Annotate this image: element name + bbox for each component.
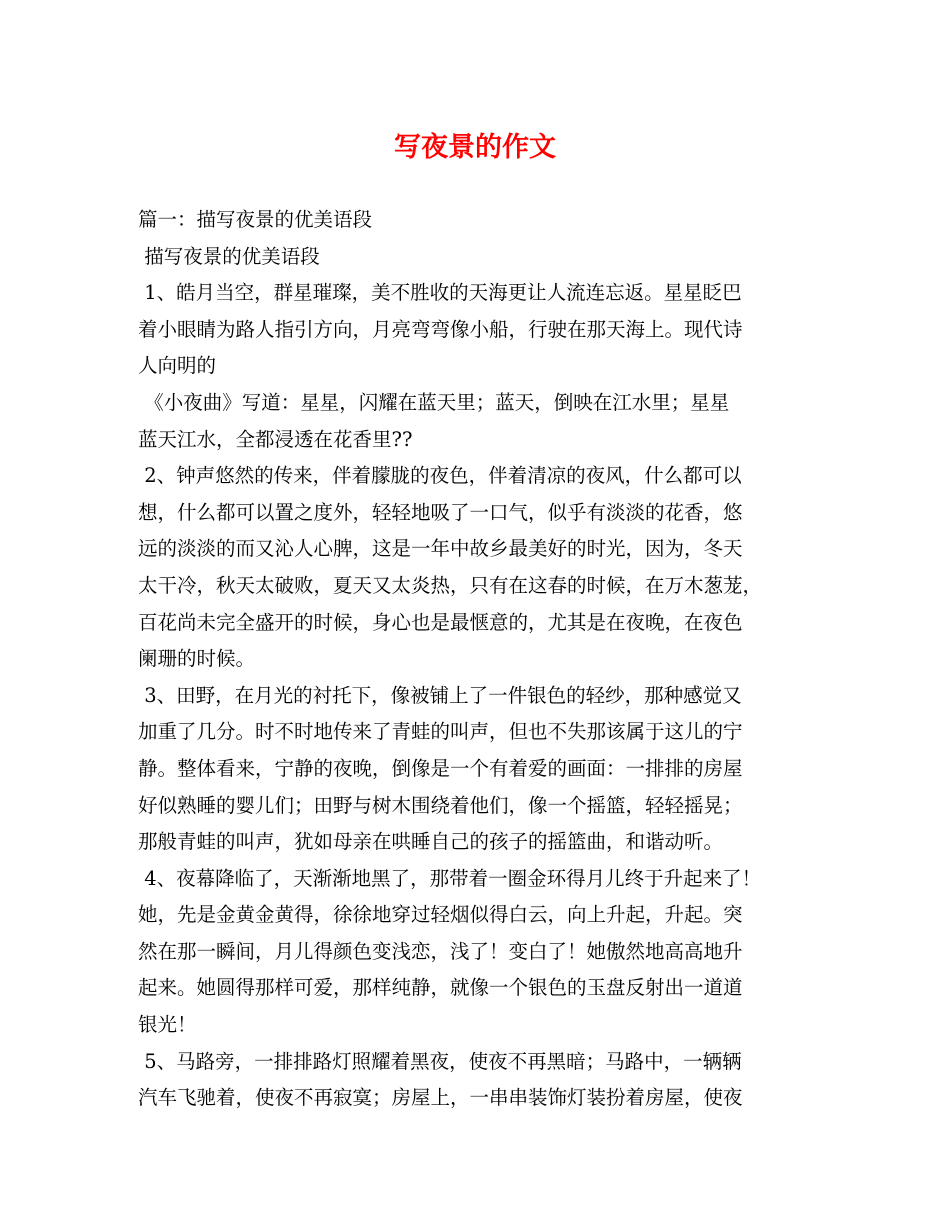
text-line: 阑珊的时候。 bbox=[138, 647, 256, 671]
text-line: 2、钟声悠然的传来，伴着朦胧的夜色，伴着清凉的夜风，什么都可以 bbox=[138, 464, 742, 488]
text-line: 1、皓月当空，群星璀璨，美不胜收的天海更让人流连忘返。星星眨巴 bbox=[138, 281, 742, 305]
text-line: 4、夜幕降临了，天渐渐地黑了，那带着一圈金环得月儿终于升起来了！ bbox=[138, 866, 762, 890]
text-line: 她，先是金黄金黄得，徐徐地穿过轻烟似得白云，向上升起，升起。突 bbox=[138, 903, 743, 927]
text-line: 人向明的 bbox=[138, 354, 217, 378]
text-line: 然在那一瞬间，月儿得颜色变浅恋，浅了！变白了！她傲然地高高地升 bbox=[138, 939, 743, 963]
text-line: 好似熟睡的婴儿们；田野与树木围绕着他们，像一个摇篮，轻轻摇晃； bbox=[138, 793, 743, 817]
text-line: 想，什么都可以置之度外，轻轻地吸了一口气，似乎有淡淡的花香，悠 bbox=[138, 500, 743, 524]
document-title: 写夜景的作文 bbox=[394, 132, 556, 163]
text-line: 汽车飞驰着，使夜不再寂寞；房屋上，一串串装饰灯装扮着房屋，使夜 bbox=[138, 1086, 743, 1110]
text-line: 3、田野，在月光的衬托下，像被铺上了一件银色的轻纱，那种感觉又 bbox=[138, 683, 742, 707]
text-line: 百花尚未完全盛开的时候，身心也是最惬意的，尤其是在夜晚，在夜色 bbox=[138, 610, 743, 634]
text-line: 着小眼睛为路人指引方向，月亮弯弯像小船，行驶在那天海上。现代诗 bbox=[138, 317, 743, 341]
text-line: 远的淡淡的而又沁人心脾，这是一年中故乡最美好的时光，因为，冬天 bbox=[138, 537, 743, 561]
text-line: 5、马路旁，一排排路灯照耀着黑夜，使夜不再黑暗；马路中，一辆辆 bbox=[138, 1049, 742, 1073]
text-line: 《小夜曲》写道：星星，闪耀在蓝天里；蓝天，倒映在江水里；星星 bbox=[138, 390, 730, 414]
text-line: 静。整体看来，宁静的夜晚，倒像是一个有着爱的画面：一排排的房屋 bbox=[138, 756, 743, 780]
text-line: 太干冷，秋天太破败，夏天又太炎热，只有在这春的时候，在万木葱茏， bbox=[138, 573, 763, 597]
text-line: 加重了几分。时不时地传来了青蛙的叫声，但也不失那该属于这儿的宁 bbox=[138, 720, 743, 744]
text-line: 起来。她圆得那样可爱，那样纯静，就像一个银色的玉盘反射出一道道 bbox=[138, 976, 743, 1000]
text-line: 银光！ bbox=[138, 1013, 197, 1037]
text-line: 蓝天江水，全都浸透在花香里?? bbox=[138, 427, 413, 451]
text-line: 篇一：描写夜景的优美语段 bbox=[138, 208, 373, 231]
document-body bbox=[138, 202, 814, 1117]
text-line: 描写夜景的优美语段 bbox=[138, 244, 320, 268]
text-line: 那般青蛙的叫声，犹如母亲在哄睡自己的孩子的摇篮曲，和谐动听。 bbox=[138, 830, 724, 854]
